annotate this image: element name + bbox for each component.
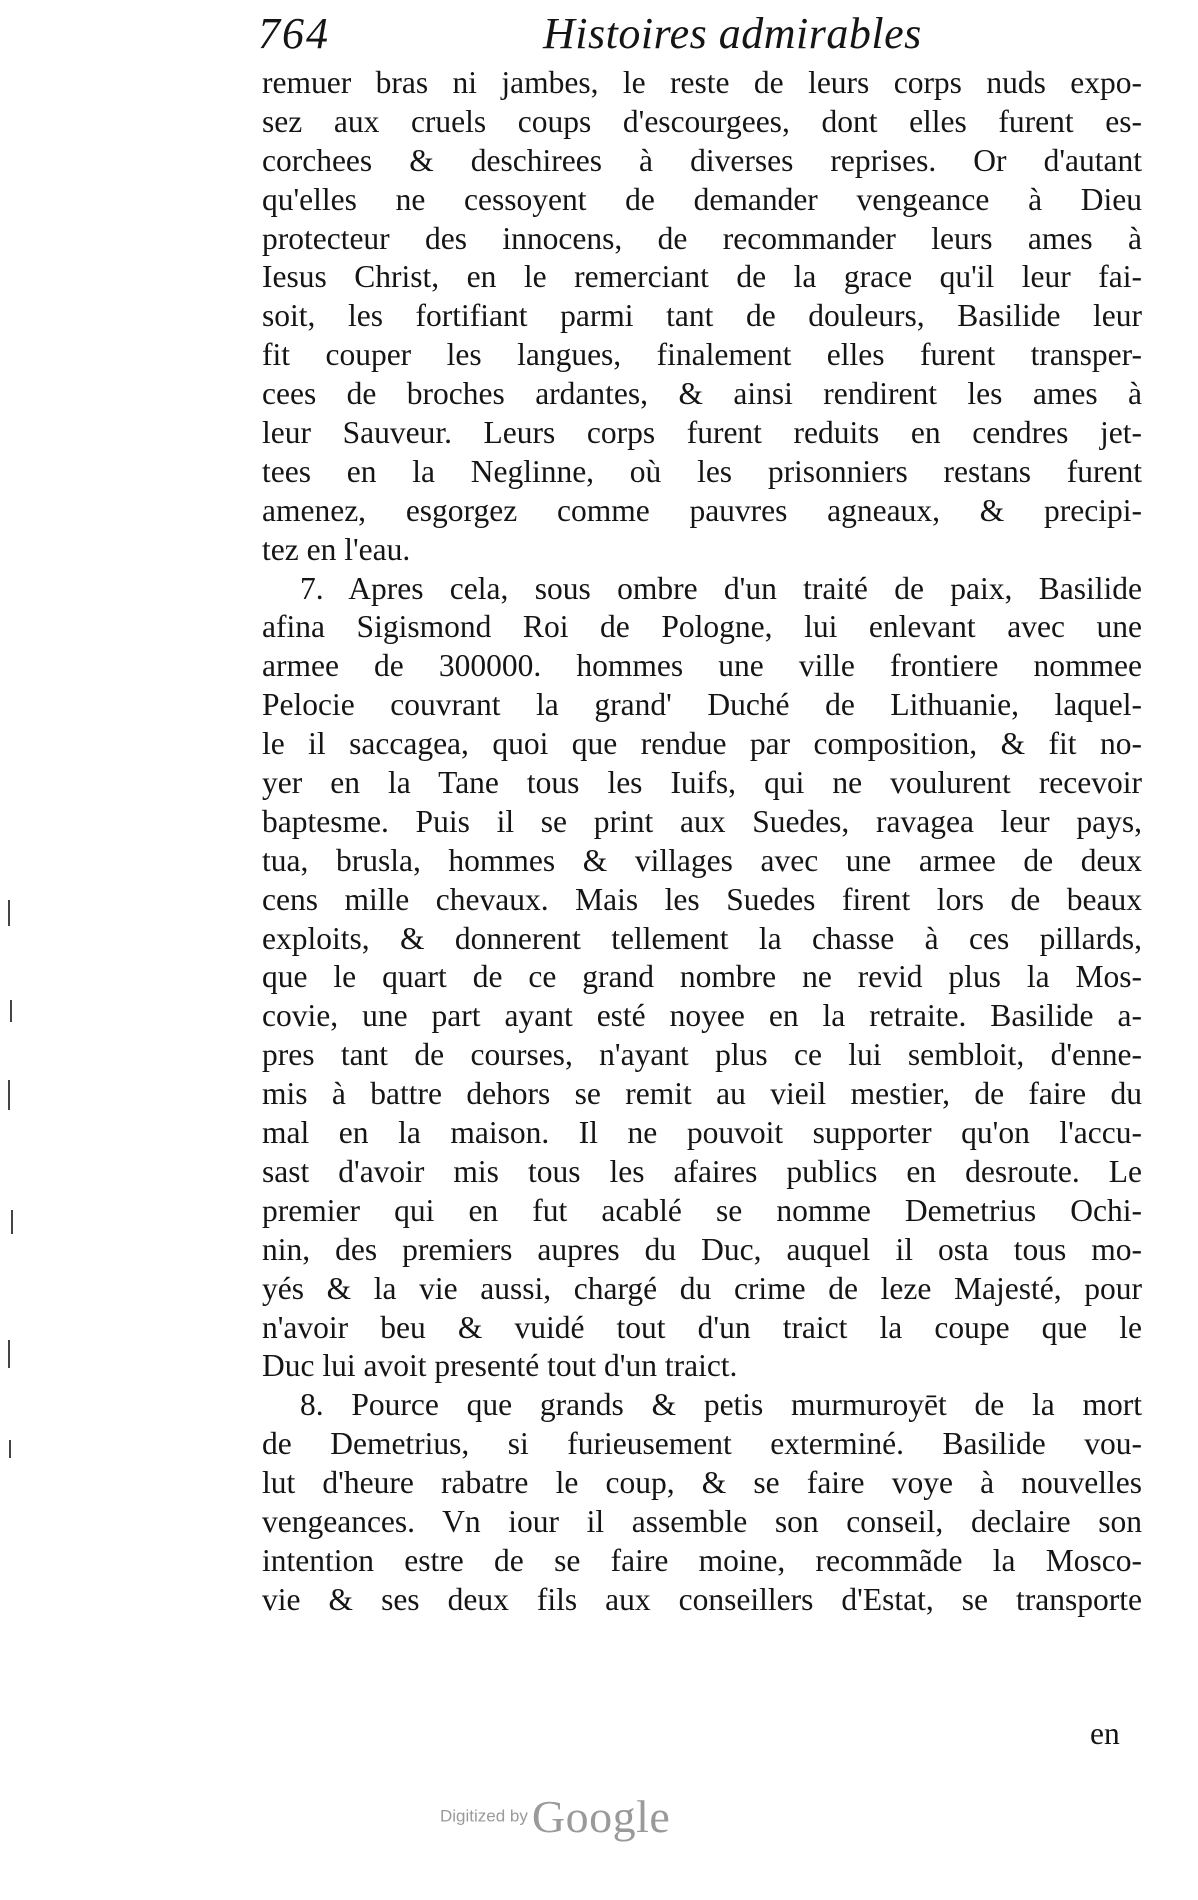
text-line: leur Sauveur. Leurs corps furent reduits en cendres jet- bbox=[262, 415, 1142, 451]
catchword: en bbox=[1090, 1716, 1120, 1751]
scan-mark bbox=[8, 1340, 10, 1368]
paragraph-3 bbox=[262, 1386, 1142, 1619]
text-line: lut d'heure rabatre le coup, & se faire voye à nouvelles bbox=[262, 1465, 1142, 1501]
text-line: cees de broches ardantes, & ainsi rendirent les ames à bbox=[262, 376, 1142, 412]
text-line: sez aux cruels coups d'escourgees, dont elles furent es- bbox=[262, 103, 1142, 139]
text-line: vie & ses deux fils aux conseillers d'Estat, se transporte bbox=[262, 1581, 1142, 1617]
text-line: premier qui en fut acablé se nomme Demetrius Ochi- bbox=[262, 1192, 1142, 1228]
scan-mark bbox=[10, 1000, 12, 1022]
page-number: 764 bbox=[258, 9, 330, 58]
text-line: corchees & deschirees à diverses reprises. Or d'autant bbox=[262, 142, 1142, 178]
text-line: 7. Apres cela, sous ombre d'un traité de paix, Basilide bbox=[300, 570, 1142, 606]
text-line: tees en la Neglinne, où les prisonniers restans furent bbox=[262, 453, 1142, 489]
text-line: mal en la maison. Il ne pouvoit supporter qu'on l'accu- bbox=[262, 1115, 1142, 1151]
text-line: que le quart de ce grand nombre ne revid plus la Mos- bbox=[262, 959, 1142, 995]
paragraph-1 bbox=[262, 64, 1142, 570]
text-line: pres tant de courses, n'ayant plus ce lui sembloit, d'enne- bbox=[262, 1037, 1142, 1073]
text-line: soit, les fortifiant parmi tant de douleurs, Basilide leur bbox=[262, 298, 1142, 334]
text-line: Pelocie couvrant la grand' Duché de Lithuanie, laquel- bbox=[262, 687, 1142, 723]
text-line: vengeances. Vn iour il assemble son conseil, declaire son bbox=[262, 1503, 1142, 1539]
text-line: sast d'avoir mis tous les afaires publics en desroute. Le bbox=[262, 1153, 1142, 1189]
text-line: Duc lui avoit presenté tout d'un traict. bbox=[262, 1348, 738, 1384]
body-text bbox=[262, 64, 1142, 1620]
watermark-prefix: Digitized by bbox=[440, 1806, 528, 1826]
running-title: Histoires admirables bbox=[543, 9, 922, 58]
text-line: baptesme. Puis il se print aux Suedes, ravagea leur pays, bbox=[262, 803, 1142, 839]
text-line: n'avoir beu & vuidé tout d'un traict la coupe que le bbox=[262, 1309, 1142, 1345]
text-line: remuer bras ni jambes, le reste de leurs corps nuds expo- bbox=[262, 65, 1142, 100]
scan-mark bbox=[8, 1080, 10, 1110]
text-line: yés & la vie aussi, chargé du crime de leze Majesté, pour bbox=[262, 1270, 1142, 1306]
digitized-by-google-watermark bbox=[440, 1790, 670, 1843]
text-line: qu'elles ne cessoyent de demander vengeance à Dieu bbox=[262, 181, 1142, 217]
text-line: 8. Pource que grands & petis murmuroyēt de la mort bbox=[300, 1387, 1142, 1423]
text-line: de Demetrius, si furieusement exterminé. Basilide vou- bbox=[262, 1426, 1142, 1462]
text-line: amenez, esgorgez comme pauvres agneaux, & precipi- bbox=[262, 492, 1142, 528]
page-header bbox=[258, 8, 1138, 68]
google-logo: Google bbox=[531, 1791, 671, 1842]
text-line: tua, brusla, hommes & villages avec une armee de deux bbox=[262, 842, 1142, 878]
text-line: nin, des premiers aupres du Duc, auquel il osta tous mo- bbox=[262, 1231, 1142, 1267]
margin-scan-marks bbox=[0, 880, 30, 1480]
text-line: covie, une part ayant esté noyee en la retraite. Basilide a- bbox=[262, 998, 1142, 1034]
scan-mark bbox=[11, 1210, 13, 1234]
text-line: cens mille chevaux. Mais les Suedes firent lors de beaux bbox=[262, 881, 1142, 917]
text-line: fit couper les langues, finalement elles furent transper- bbox=[262, 337, 1142, 373]
scan-mark bbox=[9, 1440, 11, 1458]
text-line: protecteur des innocens, de recommander leurs ames à bbox=[262, 220, 1142, 256]
text-line: mis à battre dehors se remit au vieil mestier, de faire du bbox=[262, 1076, 1142, 1112]
text-line: yer en la Tane tous les Iuifs, qui ne voulurent recevoir bbox=[262, 765, 1142, 801]
text-line: le il saccagea, quoi que rendue par composition, & fit no- bbox=[262, 726, 1142, 762]
scan-mark bbox=[8, 900, 10, 926]
text-line: armee de 300000. hommes une ville frontiere nommee bbox=[262, 648, 1142, 684]
text-line: Iesus Christ, en le remerciant de la grace qu'il leur fai- bbox=[262, 259, 1142, 295]
text-line: intention estre de se faire moine, recommãde la Mosco- bbox=[262, 1542, 1142, 1578]
text-line: afina Sigismond Roi de Pologne, lui enlevant avec une bbox=[262, 609, 1142, 645]
paragraph-2 bbox=[262, 570, 1142, 1387]
text-line: tez en l'eau. bbox=[262, 531, 411, 567]
text-line: exploits, & donnerent tellement la chasse à ces pillards, bbox=[262, 920, 1142, 956]
